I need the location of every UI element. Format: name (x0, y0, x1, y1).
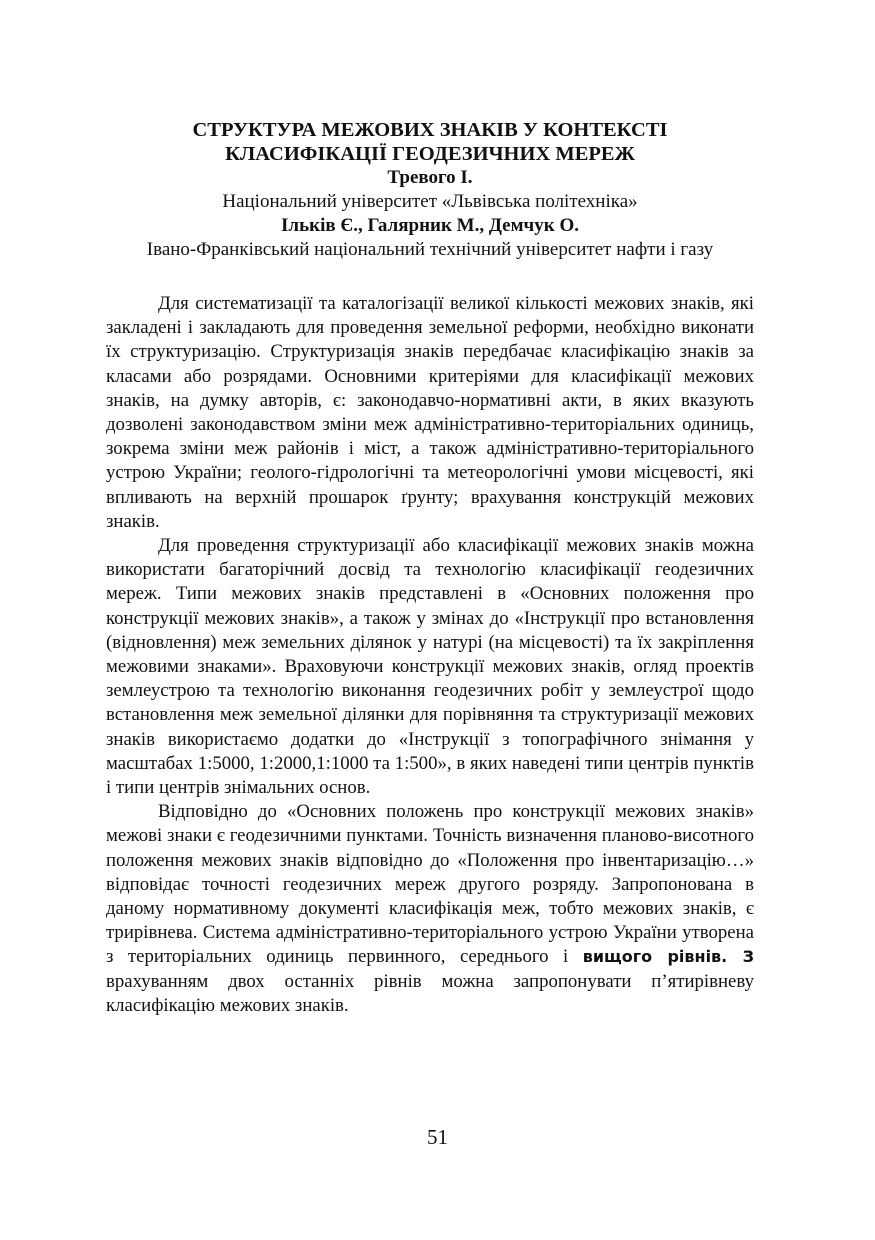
paragraph-1: Для систематизації та каталогізації великої кількості межових знаків, які закладені і закладають для проведення земельної реформи, необхідно виконати їх структуризацію. Структуризація знаків передбачає класифікацію знаків за класами або розрядами. Основними критеріями для класифікації межових знаків, на думку авторів, є: законодавчо-нормативні акти, в яких вказують дозволені законодавством зміни меж адміністративно-територіальних одиниць, зокрема зміни меж районів і міст, а також адміністративно-територіального устрою України; геолого-гідрологічні та метеорологічні умови місцевості, які впливають на верхній прошарок ґрунту; врахування конструкцій межових знаків. (106, 293, 754, 532)
article-title-line-1: СТРУКТУРА МЕЖОВИХ ЗНАКІВ У КОНТЕКСТІ (192, 119, 668, 141)
paragraph-3-end: врахуванням двох останніх рівнів можна запропонувати п’ятирівневу класифікацію межових знаків. (106, 970, 754, 1016)
document-page (106, 118, 754, 1018)
authors-2: Ільків Є., Галярник М., Демчук О. (281, 215, 579, 236)
article-title-line-2: КЛАСИФІКАЦІЇ ГЕОДЕЗИЧНИХ МЕРЕЖ (225, 143, 635, 165)
article-header (106, 118, 754, 262)
affiliation-1: Національний університет «Львівська політехніка» (222, 191, 638, 212)
paragraph-3-bold-phrase: вищого рівнів. З (582, 947, 754, 967)
article-body (106, 292, 754, 1018)
page-number: 51 (427, 1125, 448, 1149)
paragraph-3 (106, 800, 754, 1018)
author-1: Тревого І. (387, 167, 473, 188)
paragraph-2: Для проведення структуризації або класифікації межових знаків можна використати багаторічний досвід та технологію класифікації геодезичних мереж. Типи межових знаків представлені в «Основних положення про конструкції межових знаків», а також у змінах до «Інструкції про встановлення (відновлення) меж земельних ділянок у натурі (на місцевості) та їх закріплення межовими знаками». Враховуючи конструкції межових знаків, огляд проектів землеустрою та технологію виконання геодезичних робіт у землеустрої щодо встановлення меж земельної ділянки для порівняння та структуризації межових знаків використаємо додатки до «Інструкції з топографічного знімання у масштабах 1:5000, 1:2000,1:1000 та 1:500», в яких наведені типи центрів пунктів і типи центрів знімальних основ. (106, 535, 754, 799)
paragraph-3-start: Відповідно до «Основних положень про конструкції межових знаків» межові знаки є геодезичними пунктами. Точність визначення планово-висотного положення межових знаків відповідно до «Положення про інвентаризацію…» відповідає точності геодезичних мереж другого розряду. Запропонована в даному нормативному документі класифікація меж, тобто межових знаків, є трирівнева. Система адміністративно-територіального устрою України утворена з територіальних одиниць первинного, середнього і (106, 801, 754, 968)
affiliation-2: Івано-Франківський національний технічний університет нафти і газу (146, 239, 714, 260)
